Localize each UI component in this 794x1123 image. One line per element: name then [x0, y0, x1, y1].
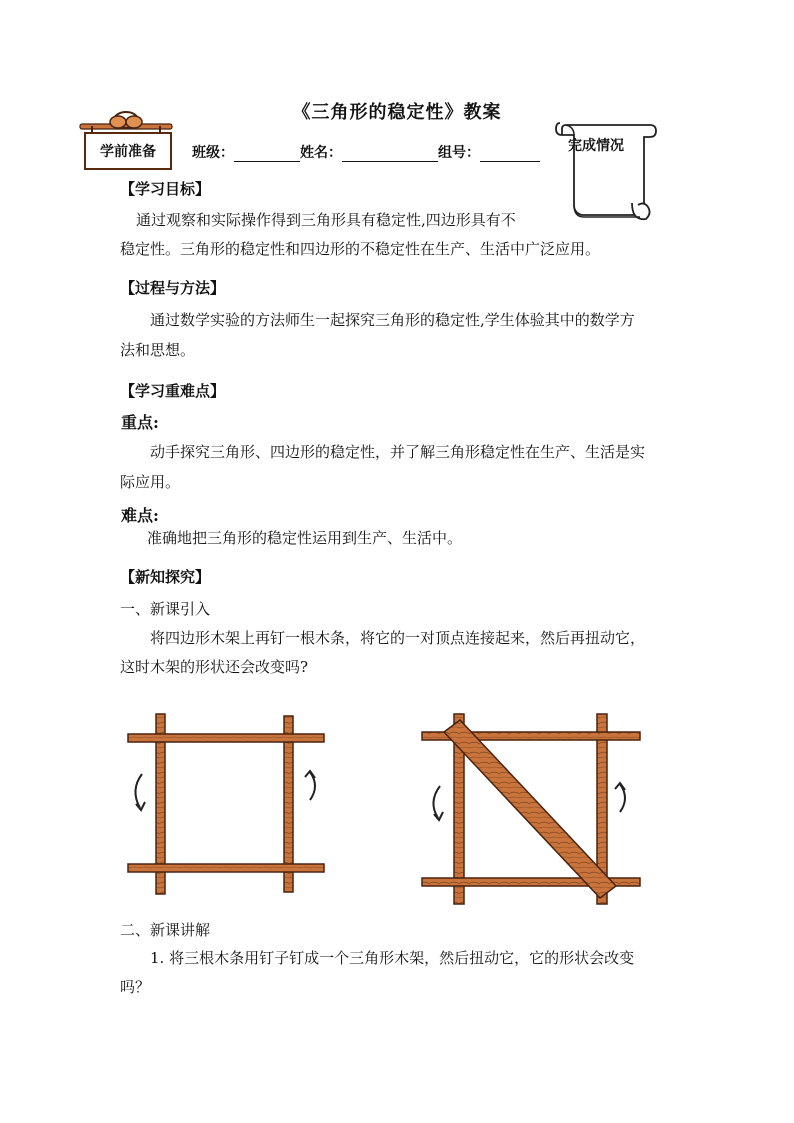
- pre-study-badge: [78, 108, 174, 168]
- student-info-row: [192, 142, 540, 162]
- objectives-heading: 【学习目标】: [120, 180, 211, 198]
- completion-label: 完成情况: [568, 138, 624, 154]
- key-point-line-1: 动手探究三角形、四边形的稳定性，并了解三角形稳定性在生产、生活是实: [150, 443, 646, 461]
- pre-study-label: 学前准备: [84, 132, 172, 170]
- page-title: 《三角形的稳定性》教案: [292, 102, 502, 123]
- rotate-left-arrow-icon: [135, 774, 142, 808]
- question-1-line-1: 1. 将三根木条用钉子钉成一个三角形木架，然后扭动它，它的形状会改变: [150, 949, 635, 967]
- braced-rotate-left-arrow-icon: [433, 786, 440, 818]
- intro-line-2: 这时木架的形状还会改变吗?: [120, 658, 309, 676]
- intro-section-title: 一、新课引入: [120, 600, 211, 618]
- frame-bottom-bar: [128, 864, 324, 872]
- class-label: 班级：: [192, 145, 234, 161]
- key-point-label: 重点:: [121, 413, 159, 432]
- question-1-line-2: 吗？: [120, 978, 151, 996]
- difficulty-heading: 【学习重难点】: [120, 382, 226, 400]
- objectives-line-2: 稳定性。三角形的稳定性和四边形的不稳定性在生产、生活中广泛应用。: [120, 240, 601, 258]
- braced-frame: [422, 714, 640, 904]
- intro-line-1: 将四边形木架上再钉一根木条，将它的一对顶点连接起来，然后再扭动它，: [150, 629, 646, 647]
- frame-top-bar: [128, 734, 324, 742]
- square-frame: [128, 714, 324, 894]
- hard-point-label: 难点:: [121, 506, 159, 525]
- process-line-1: 通过数学实验的方法师生一起探究三角形的稳定性,学生体验其中的数学方: [150, 311, 635, 329]
- hard-point-line-1: 准确地把三角形的稳定性运用到生产、生活中。: [147, 529, 463, 547]
- name-field[interactable]: [342, 145, 438, 162]
- class-field[interactable]: [234, 145, 300, 162]
- process-line-2: 法和思想。: [120, 341, 196, 359]
- key-point-line-2: 际应用。: [120, 473, 181, 491]
- lecture-section-title: 二、新课讲解: [120, 921, 211, 939]
- name-label: 姓名：: [300, 145, 342, 161]
- group-field[interactable]: [480, 145, 540, 162]
- group-label: 组号：: [438, 145, 480, 161]
- explore-heading: 【新知探究】: [120, 568, 211, 586]
- diagonal-brace: [444, 720, 616, 898]
- wooden-frames-illustration: [120, 710, 660, 910]
- objectives-line-1: 通过观察和实际操作得到三角形具有稳定性,四边形具有不: [136, 211, 516, 229]
- process-heading: 【过程与方法】: [120, 279, 226, 297]
